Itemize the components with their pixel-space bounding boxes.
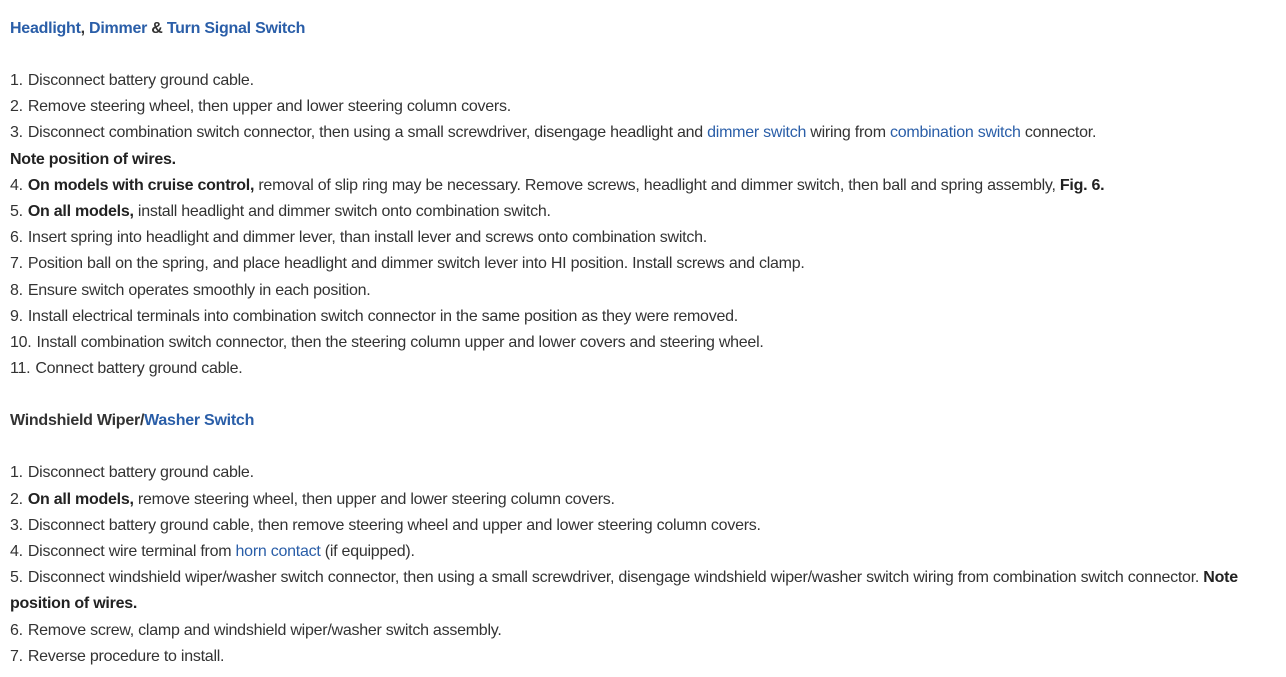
dimmer-link[interactable]: Dimmer — [89, 20, 148, 37]
headlight-procedure-list — [10, 68, 1286, 382]
list-item: 5. On all models, install headlight and dimmer switch onto combination switch. — [10, 203, 551, 221]
heading-text: Windshield Wiper/ — [10, 412, 145, 430]
section-heading-wiper — [10, 408, 1286, 434]
list-item: 3. Disconnect battery ground cable, then remove steering wheel and upper and lower steering column covers. — [10, 516, 761, 534]
list-item: 11. Connect battery ground cable. — [10, 360, 243, 378]
list-item: 3. Disconnect combination switch connector, then using a small screwdriver, disengage headlight and dimmer switch wiring from combination switch connector. Note position of wires. — [10, 124, 1097, 168]
list-item: 10. Install combination switch connector, then the steering column upper and lower covers and steering wheel. — [10, 334, 764, 352]
horn-contact-link[interactable]: horn contact — [235, 543, 321, 561]
list-item: 6. Remove screw, clamp and windshield wiper/washer switch assembly. — [10, 621, 502, 639]
list-item: 4. On models with cruise control, removal of slip ring may be necessary. Remove screws, headlight and dimmer switch, then ball and spring assembly, Fig. 6. — [10, 176, 1105, 194]
section-heading-headlight — [10, 16, 1286, 42]
figure-reference: Fig. 6. — [1059, 176, 1105, 194]
combination-switch-link[interactable]: combination switch — [889, 124, 1021, 142]
list-item: 1. Disconnect battery ground cable. — [10, 464, 254, 482]
heading-separator: , — [80, 20, 90, 37]
dimmer-switch-link[interactable]: dimmer switch — [707, 124, 807, 142]
wiper-procedure-list — [10, 460, 1286, 670]
turn-signal-switch-link[interactable]: Turn Signal Switch — [166, 20, 306, 37]
list-item: 1. Disconnect battery ground cable. — [10, 72, 254, 89]
list-item: 9. Install electrical terminals into combination switch connector in the same position as they were removed. — [10, 307, 738, 325]
note-text: Note position of wires. — [10, 569, 1238, 613]
list-item: 2. On all models, remove steering wheel, then upper and lower steering column covers. — [10, 490, 615, 508]
headlight-link[interactable]: Headlight — [10, 20, 81, 37]
list-item: 4. Disconnect wire terminal from horn contact (if equipped). — [10, 543, 415, 561]
heading-separator: & — [147, 20, 167, 37]
list-item: 2. Remove steering wheel, then upper and lower steering column covers. — [10, 98, 511, 116]
washer-switch-link[interactable]: Washer Switch — [144, 412, 255, 430]
list-item: 7. Reverse procedure to install. — [10, 647, 225, 665]
list-item: 7. Position ball on the spring, and place headlight and dimmer switch lever into HI position. Install screws and clamp. — [10, 255, 805, 273]
note-text: Note position of wires. — [10, 150, 176, 168]
list-item: 5. Disconnect windshield wiper/washer switch connector, then using a small screwdriver, disengage windshield wiper/washer switch wiring from combination switch connector. Note position of wires. — [10, 569, 1238, 613]
list-item: 6. Insert spring into headlight and dimmer lever, than install lever and screws onto combination switch. — [10, 229, 707, 247]
list-item: 8. Ensure switch operates smoothly in each position. — [10, 281, 371, 299]
